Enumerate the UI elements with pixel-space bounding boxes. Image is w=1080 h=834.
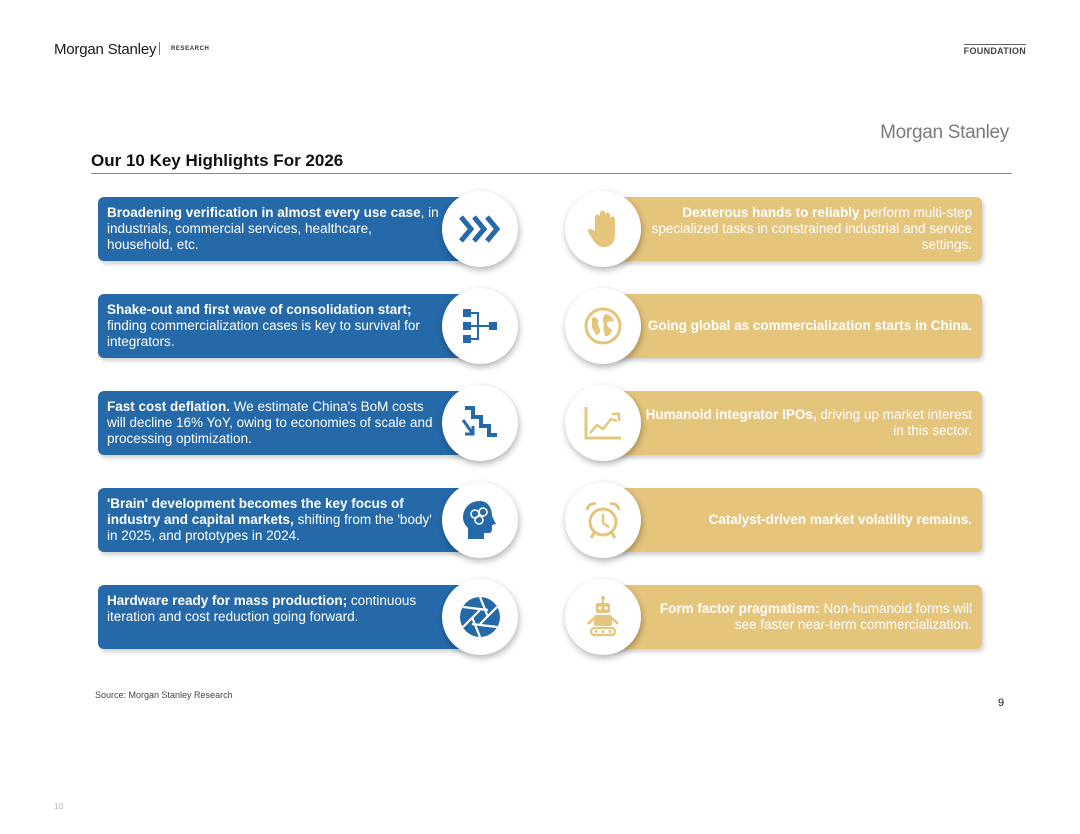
highlight-card-3 [98, 391, 488, 455]
flowchart-icon [442, 288, 518, 364]
highlight-3-bold: Fast cost deflation. [107, 399, 231, 414]
slide-title: Our 10 Key Highlights For 2026 [91, 151, 344, 170]
chevrons-right-icon [442, 191, 518, 267]
header-divider [159, 42, 160, 55]
slide-logo: Morgan Stanley [880, 122, 1009, 143]
highlight-3-text: We estimate China's BoM costs will decline 16% YoY, owing to economies of scale and processing optimization. [107, 399, 433, 446]
hand-icon [565, 191, 641, 267]
header-research-label: RESEARCH [171, 46, 210, 52]
highlight-10-bold: Form factor pragmatism: [659, 601, 820, 616]
highlight-5-bold: Hardware ready for mass production; [107, 593, 348, 608]
document-page-number: 10 [54, 802, 64, 811]
highlight-card-7 [602, 294, 982, 358]
highlight-5-text: continuous iteration and cost reduction going forward. [107, 593, 417, 624]
line-chart-icon [565, 385, 641, 461]
highlight-8-text: driving up market interest in this sector. [816, 407, 972, 438]
highlight-7-bold: Going global as commercialization starts in China. [647, 318, 972, 333]
slide-page-number: 9 [998, 697, 1005, 709]
highlight-card-9 [602, 488, 982, 552]
highlight-card-2 [98, 294, 488, 358]
aperture-icon [442, 579, 518, 655]
header-logo: Morgan Stanley [54, 41, 157, 58]
highlight-4-text: shifting from the 'body' in 2025, and prototypes in 2024. [107, 512, 432, 543]
header-tag: FOUNDATION [963, 46, 1026, 56]
source-note: Source: Morgan Stanley Research [95, 690, 233, 700]
robot-icon [565, 579, 641, 655]
highlight-1-text: , in industrials, commercial services, healthcare, household, etc. [107, 205, 439, 252]
highlight-2-text: finding commercialization cases is key to survival for integrators. [107, 318, 420, 349]
highlight-card-1 [98, 197, 488, 261]
title-rule [91, 173, 1012, 174]
highlight-9-bold: Catalyst-driven market volatility remains. [708, 512, 972, 527]
highlight-1-bold: Broadening verification in almost every use case [107, 205, 421, 220]
highlight-6-bold: Dexterous hands to reliably [682, 205, 860, 220]
highlight-4-bold: 'Brain' development becomes the key focus of industry and capital markets, [107, 496, 404, 527]
highlight-card-8 [602, 391, 982, 455]
highlight-6-text: perform multi-step specialized tasks in constrained industrial and service settings. [651, 205, 972, 252]
highlight-8-bold: Humanoid integrator IPOs, [645, 407, 817, 422]
highlight-2-bold: Shake-out and first wave of consolidation start; [107, 302, 412, 317]
highlight-card-4 [98, 488, 488, 552]
stairs-down-icon [442, 385, 518, 461]
highlight-card-10 [602, 585, 982, 649]
globe-icon [565, 288, 641, 364]
alarm-clock-icon [565, 482, 641, 558]
highlight-card-5 [98, 585, 488, 649]
highlight-card-6 [602, 197, 982, 261]
brain-head-icon [442, 482, 518, 558]
highlight-10-text: Non-humanoid forms will see faster near-term commercialization. [734, 601, 972, 632]
